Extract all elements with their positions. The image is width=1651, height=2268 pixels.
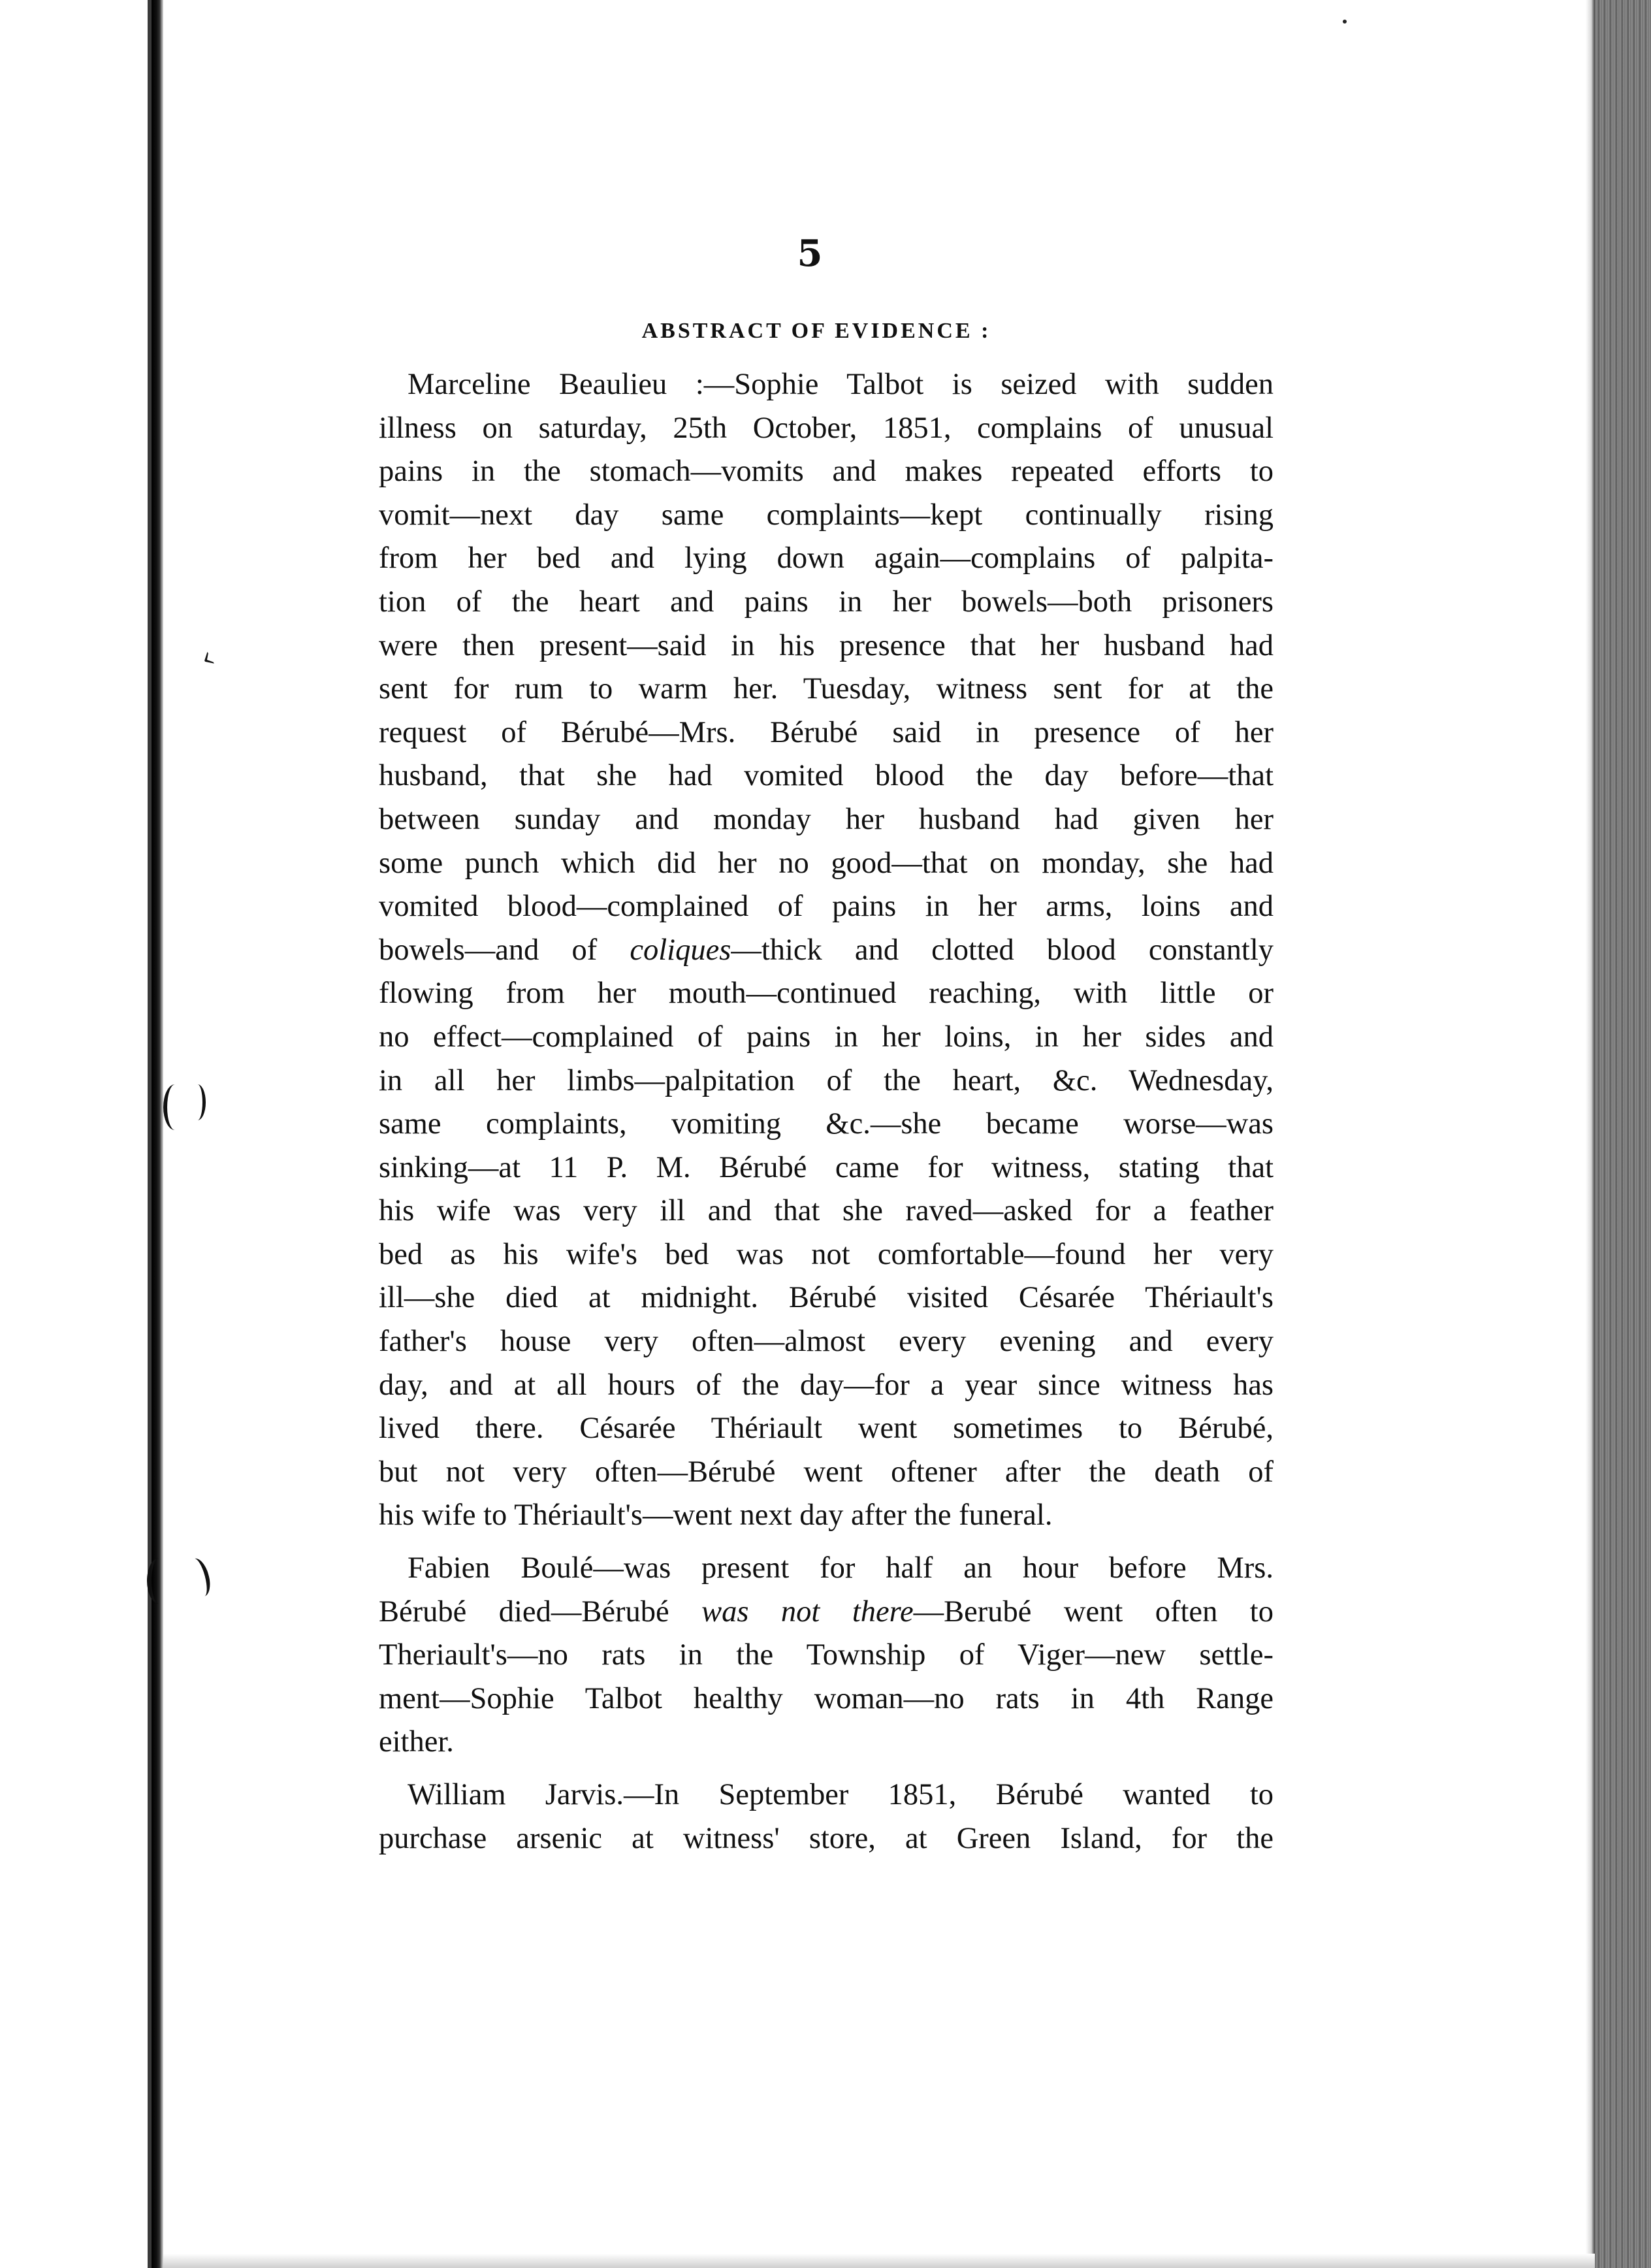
text-line: vomited blood—complained of pains in her arms, loins and <box>379 890 1274 924</box>
margin-bracket-mark <box>189 1084 206 1120</box>
text-line: husband, that she had vomited blood the day before—that <box>379 759 1274 793</box>
text-line: either. <box>379 1725 454 1759</box>
italic-phrase: was not there <box>701 1595 914 1628</box>
text-run: —Berubé went often to <box>913 1595 1274 1628</box>
text-line: flowing from her mouth—continued reaching, with little or <box>379 977 1274 1011</box>
text-line: no effect—complained of pains in her loins, in her sides and <box>379 1020 1274 1054</box>
text-line: vomit—next day same complaints—kept continually rising <box>379 498 1274 532</box>
binding-gutter <box>152 0 163 2268</box>
bottom-edge-shadow <box>163 2254 1595 2268</box>
page-edge-shadow <box>1586 0 1595 2268</box>
page-block-edge <box>1595 0 1651 2268</box>
text-line: Theriault's—no rats in the Township of Viger—new settle- <box>379 1638 1274 1672</box>
body-text <box>379 363 1274 1860</box>
text-line: same complaints, vomiting &c.—she became worse—was <box>379 1107 1274 1141</box>
text-line: William Jarvis.—In September 1851, Bérubé wanted to <box>408 1778 1274 1811</box>
margin-bracket-mark <box>185 1556 214 1599</box>
text-line: his wife to Thériault's—went next day after the funeral. <box>379 1498 1053 1532</box>
text-line: ment—Sophie Talbot healthy woman—no rats in 4th Range <box>379 1681 1274 1715</box>
text-line: his wife was very ill and that she raved—asked for a feather <box>379 1194 1274 1228</box>
text-run: bowels—and of <box>379 933 630 967</box>
margin-bracket-mark <box>163 1084 187 1130</box>
text-line: bed as his wife's bed was not comfortable—found her very <box>379 1237 1274 1271</box>
text-line: sent for rum to warm her. Tuesday, witness sent for at the <box>379 672 1274 706</box>
margin-tick-mark: ‹ <box>193 640 221 676</box>
paragraph-william-jarvis <box>379 1774 1274 1860</box>
text-run: Bérubé died—Bérubé <box>379 1595 702 1628</box>
text-line: purchase arsenic at witness' store, at Green Island, for the <box>379 1821 1274 1855</box>
margin-bracket-mark <box>147 1558 171 1604</box>
text-line: in all her limbs—palpitation of the heart, &c. Wednesday, <box>379 1063 1274 1097</box>
speck-mark <box>1343 20 1347 24</box>
text-line: ill—she died at midnight. Bérubé visited Césarée Thériault's <box>379 1281 1274 1315</box>
left-page-sliver <box>0 0 152 2268</box>
text-line: between sunday and monday her husband had given her <box>379 802 1274 836</box>
text-line: illness on saturday, 25th October, 1851, complains of unusual <box>379 411 1274 445</box>
text-line: day, and at all hours of the day—for a year since witness has <box>379 1368 1274 1402</box>
text-line: Fabien Boulé—was present for half an hour before Mrs. <box>408 1551 1274 1585</box>
text-run: —thick and clotted blood constantly <box>731 933 1274 967</box>
text-line: pains in the stomach—vomits and makes repeated efforts to <box>379 455 1274 489</box>
italic-term: coliques <box>630 933 731 967</box>
text-line-with-italic <box>379 1591 1274 1634</box>
section-heading: ABSTRACT OF EVIDENCE : <box>641 319 991 343</box>
text-line: sinking—at 11 P. M. Bérubé came for witness, stating that <box>379 1150 1274 1184</box>
text-line: request of Bérubé—Mrs. Bérubé said in presence of her <box>379 715 1274 749</box>
text-line: father's house very often—almost every evening and every <box>379 1325 1274 1359</box>
paragraph-marceline-beaulieu <box>379 363 1274 1538</box>
text-line: tion of the heart and pains in her bowels—both prisoners <box>379 585 1274 619</box>
text-line-with-italic <box>379 929 1274 973</box>
text-line: lived there. Césarée Thériault went sometimes to Bérubé, <box>379 1412 1274 1446</box>
paragraph-fabien-boule <box>379 1547 1274 1764</box>
text-line: were then present—said in his presence that her husband had <box>379 628 1274 662</box>
text-line: from her bed and lying down again—complains of palpita- <box>379 542 1274 575</box>
page-number: 5 <box>797 232 823 275</box>
text-line: but not very often—Bérubé went oftener after the death of <box>379 1455 1274 1489</box>
text-line: Marceline Beaulieu :—Sophie Talbot is seized with sudden <box>408 368 1274 401</box>
text-line: some punch which did her no good—that on monday, she had <box>379 846 1274 880</box>
